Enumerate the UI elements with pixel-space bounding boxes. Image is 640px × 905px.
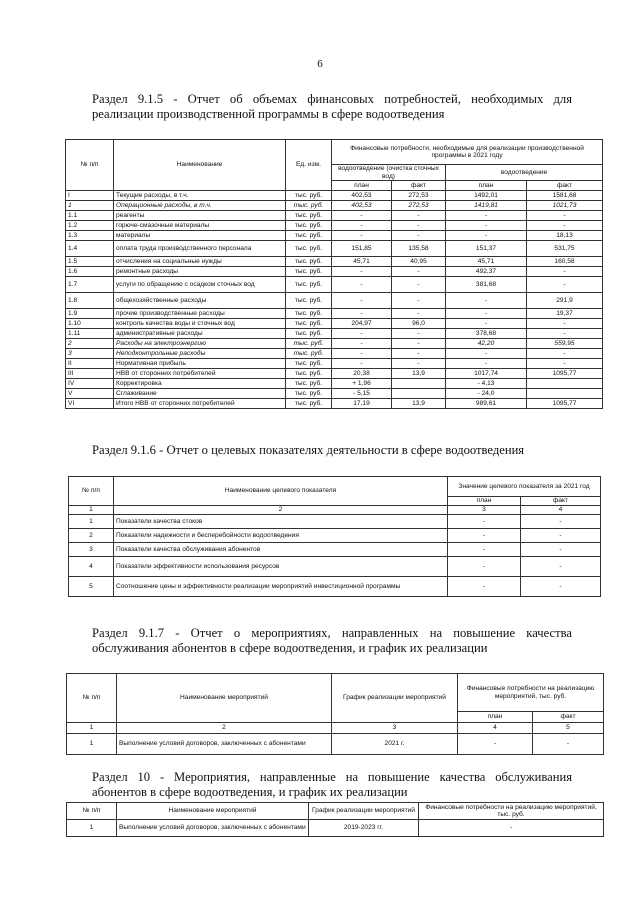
fact-treatment-value: - [392, 309, 446, 319]
plan-treatment-value: - [332, 231, 392, 241]
row-unit: тыс. руб. [286, 319, 332, 329]
fact-treatment-value: - [392, 267, 446, 277]
col-plan-header: план [448, 497, 521, 506]
fact-wastewater-value: 18,13 [527, 231, 603, 241]
col-fact1-header: факт [392, 181, 446, 191]
plan-wastewater-value: 378,68 [446, 329, 527, 339]
row-number: 1.7 [66, 277, 114, 293]
row-number: IV [66, 379, 114, 389]
plan-wastewater-value: - [446, 349, 527, 359]
row-number: II [66, 359, 114, 369]
row-number: 4 [69, 557, 114, 577]
row-unit: тыс. руб. [286, 267, 332, 277]
fact-treatment-value: - [392, 339, 446, 349]
plan-wastewater-value: - [446, 221, 527, 231]
col-plan-header: план [458, 712, 533, 723]
plan-wastewater-value: - [446, 359, 527, 369]
row-number: 1.11 [66, 329, 114, 339]
plan-wastewater-value: 45,71 [446, 257, 527, 267]
section-916-title: Раздел 9.1.6 - Отчет о целевых показателях деятельности в сфере водоотведения [92, 443, 525, 457]
col-index-2: 2 [117, 723, 332, 734]
indicator-name: Показатели качества стоков [114, 515, 448, 529]
plan-treatment-value: - [332, 349, 392, 359]
row-unit: тыс. руб. [286, 309, 332, 319]
plan-wastewater-value: 1017,74 [446, 369, 527, 379]
col-name-header: Наименование [114, 140, 286, 191]
plan-treatment-value: - [332, 339, 392, 349]
plan-treatment-value: - [332, 293, 392, 309]
fact-treatment-value: - [392, 277, 446, 293]
row-name: Операционные расходы, в т.ч. [114, 201, 286, 211]
row-name: материалы [114, 231, 286, 241]
col-fact-header: факт [533, 712, 604, 723]
row-unit: тыс. руб. [286, 359, 332, 369]
table-row [66, 211, 603, 221]
plan-wastewater-value: 989,61 [446, 399, 527, 409]
plan-value: - [448, 515, 521, 529]
fact-treatment-value: 135,58 [392, 241, 446, 257]
col-schedule-header: График реализации мероприятий [309, 803, 419, 820]
fact-wastewater-value: - [527, 277, 603, 293]
fact-wastewater-value: - [527, 349, 603, 359]
fact-wastewater-value: 291,9 [527, 293, 603, 309]
col-index-3: 3 [448, 506, 521, 515]
plan-wastewater-value: 1492,01 [446, 191, 527, 201]
measure-name: Выполнение условий договоров, заключенных с абонентами [117, 734, 332, 755]
row-number: 1.10 [66, 319, 114, 329]
table-row [69, 577, 601, 597]
indicator-name: Показатели качества обслуживания абонентов [114, 543, 448, 557]
row-unit: тыс. руб. [286, 257, 332, 267]
plan-value: - [448, 529, 521, 543]
row-name: контроль качества воды и сточных вод [114, 319, 286, 329]
table-row [67, 820, 604, 837]
table-row [66, 309, 603, 319]
row-name: услуги по обращению с осадком сточных вод [114, 277, 286, 293]
col-index-5: 5 [533, 723, 604, 734]
fact-value: - [521, 515, 601, 529]
table-row [66, 191, 603, 201]
row-unit: тыс. руб. [286, 389, 332, 399]
col-fact-header: факт [521, 497, 601, 506]
row-name: оплата труда производственного персонала [114, 241, 286, 257]
row-number: 1.5 [66, 257, 114, 267]
plan-wastewater-value: - [446, 293, 527, 309]
schedule-value: 2019-2023 гг. [309, 820, 419, 837]
row-number: 1.9 [66, 309, 114, 319]
fact-wastewater-value: - [527, 359, 603, 369]
col-name-header: Наименование мероприятий [117, 803, 309, 820]
financial-needs-table [65, 139, 603, 409]
row-number: 2 [66, 339, 114, 349]
col-fin-header: Финансовые потребности, необходимые для реализации производственной программы в 2021 году [332, 140, 603, 165]
plan-treatment-value: - [332, 267, 392, 277]
row-unit: тыс. руб. [286, 349, 332, 359]
row-number: 1.1 [66, 211, 114, 221]
indicator-name: Показатели эффективности использования ресурсов [114, 557, 448, 577]
fact-wastewater-value: 1095,77 [527, 399, 603, 409]
section-915-title: Раздел 9.1.5 - Отчет об объемах финансовых потребностей, необходимых для реализации производственной программы в сфере водоотведения [92, 92, 572, 121]
fact-treatment-value: 40,95 [392, 257, 446, 267]
row-name: Текущие расходы, в т.ч. [114, 191, 286, 201]
row-name: общехозяйственные расходы [114, 293, 286, 309]
col-plan2-header: план [446, 181, 527, 191]
row-number: III [66, 369, 114, 379]
fact-value: - [521, 529, 601, 543]
plan-wastewater-value: 42,20 [446, 339, 527, 349]
col-fin-header: Финансовые потребности на реализацию мероприятий, тыс. руб. [458, 674, 604, 712]
row-name: Сглаживание [114, 389, 286, 399]
fact-treatment-value [392, 379, 446, 389]
row-number: 1.4 [66, 241, 114, 257]
row-number: VI [66, 399, 114, 409]
row-unit: тыс. руб. [286, 211, 332, 221]
row-name: реагенты [114, 211, 286, 221]
col-num-header: № п/п [67, 803, 117, 820]
fact-wastewater-value: 160,58 [527, 257, 603, 267]
service-measures-report-table [66, 673, 604, 755]
fact-value: - [521, 543, 601, 557]
fact-wastewater-value: - [527, 221, 603, 231]
plan-treatment-value: - [332, 277, 392, 293]
table-row [66, 389, 603, 399]
table-row [66, 293, 603, 309]
table-row [66, 241, 603, 257]
plan-wastewater-value: - 4,13 [446, 379, 527, 389]
plan-treatment-value: + 1,96 [332, 379, 392, 389]
table-row [66, 359, 603, 369]
col-index-2: 2 [114, 506, 448, 515]
col-sub2-header: водоотведение [446, 165, 603, 181]
row-number: 1 [67, 820, 117, 837]
col-index-1: 1 [67, 723, 117, 734]
target-indicators-table [68, 476, 601, 597]
row-unit: тыс. руб. [286, 191, 332, 201]
row-unit: тыс. руб. [286, 369, 332, 379]
col-name-header: Наименование целевого показателя [114, 477, 448, 506]
fact-wastewater-value: - [527, 267, 603, 277]
col-index-4: 4 [458, 723, 533, 734]
schedule-value: 2021 г. [332, 734, 458, 755]
plan-treatment-value: - [332, 221, 392, 231]
row-unit: тыс. руб. [286, 339, 332, 349]
row-number: V [66, 389, 114, 399]
col-value-header: Значение целевого показателя за 2021 год [448, 477, 601, 497]
plan-value: - [458, 734, 533, 755]
plan-wastewater-value: 151,37 [446, 241, 527, 257]
fact-wastewater-value: - [527, 329, 603, 339]
row-number: 3 [69, 543, 114, 557]
table-row [66, 319, 603, 329]
section-10-title: Раздел 10 - Мероприятия, направленные на повышение качества обслуживания абонентов в сфере водоотведения, и график их реализации [92, 770, 572, 799]
plan-wastewater-value: - [446, 211, 527, 221]
col-unit-header: Ед. изм. [286, 140, 332, 191]
table-row [66, 277, 603, 293]
row-unit: тыс. руб. [286, 231, 332, 241]
table-row [66, 379, 603, 389]
row-unit: тыс. руб. [286, 379, 332, 389]
row-number: 5 [69, 577, 114, 597]
row-name: Нормативная прибыль [114, 359, 286, 369]
fact-wastewater-value: 531,75 [527, 241, 603, 257]
col-num-header: № п/п [67, 674, 117, 723]
table-row [69, 515, 601, 529]
plan-wastewater-value: 492,37 [446, 267, 527, 277]
row-number: 3 [66, 349, 114, 359]
row-number: 2 [69, 529, 114, 543]
plan-treatment-value: 204,97 [332, 319, 392, 329]
plan-value: - [448, 557, 521, 577]
row-number: 1 [66, 201, 114, 211]
col-plan1-header: план [332, 181, 392, 191]
plan-treatment-value: 151,85 [332, 241, 392, 257]
fact-wastewater-value: 1095,77 [527, 369, 603, 379]
table-row [66, 369, 603, 379]
fact-treatment-value: - [392, 349, 446, 359]
col-num-header: № п/п [69, 477, 114, 506]
indicator-name: Соотношение цены и эффективности реализации мероприятий инвестиционной программы [114, 577, 448, 597]
table-row [66, 231, 603, 241]
row-name: прочие производственные расходы [114, 309, 286, 319]
row-unit: тыс. руб. [286, 221, 332, 231]
plan-treatment-value: 20,38 [332, 369, 392, 379]
plan-wastewater-value: - [446, 231, 527, 241]
row-number: 1 [69, 515, 114, 529]
col-fact2-header: факт [527, 181, 603, 191]
page-number: 6 [317, 58, 323, 70]
col-schedule-header: График реализации мероприятий [332, 674, 458, 723]
fact-treatment-value: 272,53 [392, 201, 446, 211]
fact-treatment-value: 96,0 [392, 319, 446, 329]
table-row [66, 267, 603, 277]
row-unit: тыс. руб. [286, 241, 332, 257]
plan-value: - [448, 577, 521, 597]
col-fin-header: Финансовые потребности на реализацию мероприятий, тыс. руб. [419, 803, 604, 820]
row-name: ремонтные расходы [114, 267, 286, 277]
plan-wastewater-value: - [446, 319, 527, 329]
table-row [66, 349, 603, 359]
fact-treatment-value: - [392, 211, 446, 221]
col-index-3: 3 [332, 723, 458, 734]
plan-treatment-value: - [332, 211, 392, 221]
row-number: 1.6 [66, 267, 114, 277]
col-name-header: Наименование мероприятий [117, 674, 332, 723]
row-name: административные расходы [114, 329, 286, 339]
plan-treatment-value: - 5,15 [332, 389, 392, 399]
row-unit: тыс. руб. [286, 399, 332, 409]
col-index-4: 4 [521, 506, 601, 515]
fact-wastewater-value: 559,95 [527, 339, 603, 349]
row-name: Неподконтрольные расходы [114, 349, 286, 359]
fact-wastewater-value [527, 379, 603, 389]
fact-treatment-value: - [392, 231, 446, 241]
plan-wastewater-value: - 24,0 [446, 389, 527, 399]
fact-value: - [521, 557, 601, 577]
plan-treatment-value: 402,53 [332, 201, 392, 211]
col-sub1-header: водоотведение (очистка сточных вод) [332, 165, 446, 181]
section-917-title: Раздел 9.1.7 - Отчет о мероприятиях, направленных на повышение качества обслуживания абонентов в сфере водоотведения, и график их реализации [92, 626, 572, 655]
table-row [66, 201, 603, 211]
row-name: Итого НВВ от сторонних потребителей [114, 399, 286, 409]
row-unit: тыс. руб. [286, 329, 332, 339]
fact-value: - [533, 734, 604, 755]
plan-wastewater-value: 381,68 [446, 277, 527, 293]
plan-wastewater-value: - [446, 309, 527, 319]
indicator-name: Показатели надежности и бесперебойности водоотведения [114, 529, 448, 543]
plan-treatment-value: - [332, 359, 392, 369]
row-unit: тыс. руб. [286, 201, 332, 211]
table-row [66, 329, 603, 339]
table-row [66, 257, 603, 267]
fact-treatment-value [392, 389, 446, 399]
plan-treatment-value: 17,19 [332, 399, 392, 409]
row-number: I [66, 191, 114, 201]
service-measures-plan-table [66, 802, 604, 837]
financial-needs-value: - [419, 820, 604, 837]
row-name: отчисления на социальные нужды [114, 257, 286, 267]
row-name: Корректировка [114, 379, 286, 389]
fact-value: - [521, 577, 601, 597]
plan-treatment-value: - [332, 309, 392, 319]
row-name: горюче-смазочные материалы [114, 221, 286, 231]
table-row [69, 557, 601, 577]
table-row [66, 399, 603, 409]
fact-wastewater-value: - [527, 211, 603, 221]
fact-wastewater-value: 1021,73 [527, 201, 603, 211]
fact-treatment-value: - [392, 329, 446, 339]
plan-treatment-value: 402,53 [332, 191, 392, 201]
table-row [69, 543, 601, 557]
plan-treatment-value: - [332, 329, 392, 339]
plan-value: - [448, 543, 521, 557]
fact-treatment-value: - [392, 221, 446, 231]
row-number: 1 [67, 734, 117, 755]
fact-treatment-value: - [392, 359, 446, 369]
fact-treatment-value: 13,9 [392, 399, 446, 409]
row-number: 1.8 [66, 293, 114, 309]
fact-treatment-value: - [392, 293, 446, 309]
table-row [66, 339, 603, 349]
fact-wastewater-value: 19,37 [527, 309, 603, 319]
row-unit: тыс. руб. [286, 277, 332, 293]
plan-treatment-value: 45,71 [332, 257, 392, 267]
plan-wastewater-value: 1419,81 [446, 201, 527, 211]
col-num-header: № п/п [66, 140, 114, 191]
fact-treatment-value: 13,9 [392, 369, 446, 379]
table-row [66, 221, 603, 231]
measure-name: Выполнение условий договоров, заключенных с абонентами [117, 820, 309, 837]
table-row [69, 529, 601, 543]
table-row [67, 734, 604, 755]
col-index-1: 1 [69, 506, 114, 515]
fact-wastewater-value: - [527, 319, 603, 329]
row-name: НВВ от сторонних потребителей [114, 369, 286, 379]
row-number: 1.3 [66, 231, 114, 241]
fact-wastewater-value [527, 389, 603, 399]
fact-treatment-value: 272,53 [392, 191, 446, 201]
row-number: 1.2 [66, 221, 114, 231]
row-unit: тыс. руб. [286, 293, 332, 309]
row-name: Расходы на электроэнергию [114, 339, 286, 349]
fact-wastewater-value: 1581,68 [527, 191, 603, 201]
